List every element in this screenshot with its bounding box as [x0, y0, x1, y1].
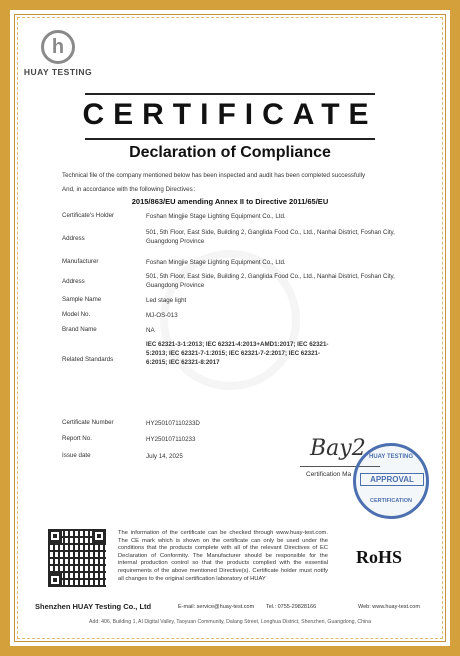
- logo-text: HUAY TESTING: [23, 67, 93, 77]
- stamp-top-text: HUAY TESTING: [368, 454, 413, 460]
- watermark-logo: [160, 250, 300, 390]
- cert-number-value: HY250107110233D: [146, 420, 200, 427]
- title-rule-bottom: [85, 138, 375, 140]
- report-label: Report No.: [62, 435, 92, 442]
- report-value: HY250107110233: [146, 436, 196, 443]
- sample-value: Led stage light: [146, 297, 187, 304]
- address-2-value: 501, 5th Floor, East Side, Building 2, Ganglida Food Co., Ltd., Nanhai District, Foshan City, Guangdong Province: [146, 273, 395, 289]
- address-1-label: Address: [62, 235, 85, 242]
- standards-label: Related Standards: [62, 356, 114, 363]
- brand-label: Brand Name: [62, 326, 97, 333]
- issue-label: Issue date: [62, 452, 91, 459]
- company-tel: Tel.: 0755-29828166: [266, 604, 317, 610]
- qr-corner-icon: [92, 529, 106, 543]
- holder-label: Certificate's Holder: [62, 212, 115, 219]
- signature-caption: Certification Ma: [306, 471, 352, 478]
- manufacturer-label: Manufacturer: [62, 258, 99, 265]
- company-web: Web: www.huay-test.com: [358, 604, 420, 610]
- address-2-label: Address: [62, 278, 85, 285]
- qr-code: [48, 529, 106, 587]
- approval-stamp: [353, 443, 429, 519]
- issue-value: July 14, 2025: [146, 453, 183, 460]
- certificate-title: CERTIFICATE: [82, 98, 378, 131]
- holder-value: Foshan Mingjie Stage Lighting Equipment Co., Ltd.: [146, 213, 286, 220]
- intro-line-2: And, in accordance with the following Directives：: [62, 186, 199, 193]
- company-email: E-mail: service@huay-test.com: [178, 604, 255, 610]
- model-value: MJ-OS-013: [146, 312, 178, 319]
- signature: Bay2: [310, 436, 366, 461]
- brand-value: NA: [146, 327, 155, 334]
- subtitle: Declaration of Compliance: [129, 144, 331, 161]
- intro-line-1: Technical file of the company mentioned below has been inspected and audit has been completed successfully: [62, 172, 366, 179]
- manufacturer-value: Foshan Mingjie Stage Lighting Equipment Co., Ltd.: [146, 259, 286, 266]
- stamp-mid-text: APPROVAL: [360, 473, 424, 486]
- model-label: Model No.: [62, 311, 91, 318]
- qr-corner-icon: [48, 573, 62, 587]
- sample-label: Sample Name: [62, 296, 102, 303]
- address-1-value: 501, 5th Floor, East Side, Building 2, Ganglida Food Co., Ltd., Nanhai District, Foshan City, Guangdong Province: [146, 229, 395, 245]
- cert-number-label: Certificate Number: [62, 419, 114, 426]
- directive-line: 2015/863/EU amending Annex II to Directive 2011/65/EU: [131, 197, 329, 206]
- standards-value: IEC 62321-3-1:2013; IEC 62321-4:2013+AMD1:2017; IEC 62321-5:2013; IEC 62321-7-1:2015; IEC 62321-7-2:2017; IEC 62321-6:2015; IEC 62321-8:2017: [146, 341, 329, 366]
- company-name: Shenzhen HUAY Testing Co., Ltd: [35, 602, 152, 611]
- title-rule-top: [85, 93, 375, 95]
- huay-logo: [18, 30, 98, 77]
- rohs-mark: RoHS: [356, 547, 403, 567]
- logo-mark-icon: h: [41, 30, 75, 64]
- qr-corner-icon: [48, 529, 62, 543]
- stamp-bottom-text: CERTIFICATION: [369, 498, 413, 504]
- company-address: Add: 406, Building 1, AI Digital Valley, Taoyuan Community, Dalang Street, Longhua District, Shenzhen, Guangdong, China: [89, 619, 371, 625]
- footer-disclaimer: The information of the certificate can be checked through www.huay-test.com. The CE mark which is shown on the certificate can only be used under the conditions that the products complete with all of the relevant Directives of EC Declaration of Conformity. The Manufacturer should be responsible for the internal production control so that the products complied with the essential requirements of the above mentioned Directive(s). Certificate holder must notify all changes to the original certification laboratory of HUAY: [118, 530, 328, 582]
